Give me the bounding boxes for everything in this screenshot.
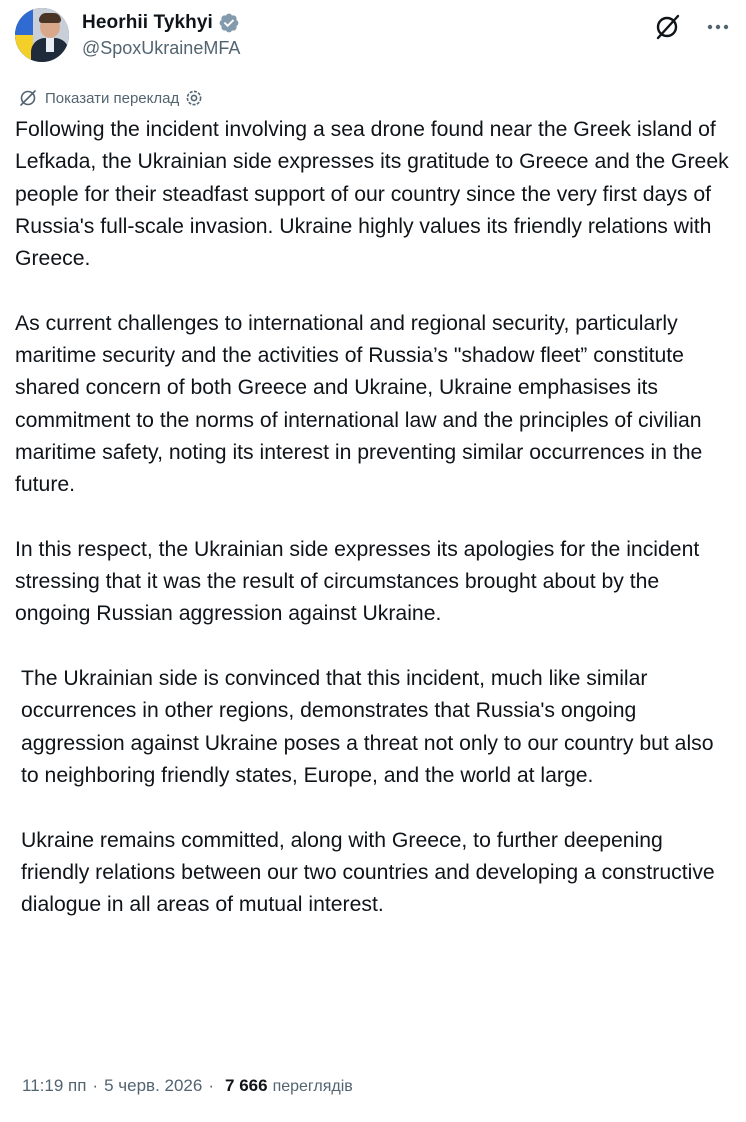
- verified-badge-icon[interactable]: [218, 12, 240, 34]
- tweet-paragraph: Following the incident involving a sea drone found near the Greek island of Lefkada, the Ukrainian side expresses its gratitude to Greece and the Greek people for their steadfast support of our country since the very first days of Russia's full-scale invasion. Ukraine highly values its friendly relations with Greece.: [15, 118, 729, 271]
- more-icon[interactable]: [705, 16, 731, 38]
- meta-separator: ·: [208, 1076, 215, 1095]
- tweet-text: [15, 114, 735, 954]
- tweet-paragraph: In this respect, the Ukrainian side expresses its apologies for the incident stressing that it was the result of circumstances brought about by the ongoing Russian aggression against Ukraine.: [15, 537, 700, 626]
- tweet-header: [15, 8, 731, 64]
- views-count: 7 666: [225, 1076, 268, 1095]
- author-handle[interactable]: @SpoxUkraineMFA: [82, 38, 241, 58]
- tweet-meta: [22, 1076, 353, 1096]
- avatar[interactable]: [15, 8, 69, 62]
- author-name-row[interactable]: [82, 12, 240, 34]
- tweet-paragraph: Ukraine remains committed, along with Greece, to further deepening friendly relations between our two countries and developing a constructive dialogue in all areas of mutual interest.: [21, 828, 715, 917]
- tweet-time[interactable]: 11:19 пп: [22, 1076, 87, 1095]
- show-translation-label[interactable]: Показати переклад: [45, 89, 180, 107]
- translate-icon: [18, 88, 38, 108]
- meta-separator: ·: [92, 1076, 99, 1095]
- gear-icon[interactable]: [184, 88, 204, 108]
- tweet-paragraph: As current challenges to international and regional security, particularly maritime security and the activities of Russia’s "shadow fleet” constitute shared concern of both Greece and Ukraine, Ukraine emphasises its commitment to the norms of international law and the principles of civilian maritime safety, noting its interest in preventing similar occurrences in the future.: [15, 311, 703, 497]
- tweet-date[interactable]: 5 черв. 2026: [104, 1076, 203, 1095]
- author-display-name[interactable]: Heorhii Tykhyi: [82, 12, 213, 33]
- show-translation[interactable]: [18, 88, 204, 108]
- tweet-paragraph: The Ukrainian side is convinced that this incident, much like similar occurrences in other regions, demonstrates that Russia's ongoing aggression against Ukraine poses a threat not only to our country but also to neighboring friendly states, Europe, and the world at large.: [21, 667, 714, 787]
- views-label: переглядів: [272, 1078, 353, 1095]
- grok-icon[interactable]: [653, 12, 683, 42]
